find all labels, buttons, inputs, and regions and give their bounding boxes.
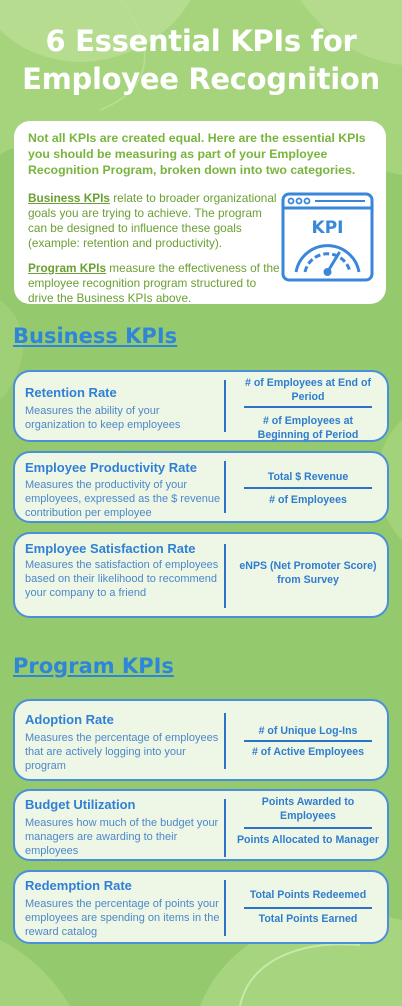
kpi-name: Budget Utilization [25,797,136,812]
title-line-2: Employee Recognition [22,62,380,96]
program-kpis-term: Program KPIs [28,261,107,275]
title-line-1: 6 Essential KPIs for [45,24,357,58]
kpi-name: Employee Productivity Rate [25,460,197,475]
program-kpis-heading: Program KPIs [13,654,174,678]
kpi-description: Measures the percentage of points your employees are spending on items in the reward catalog [25,898,220,938]
page-title [0,22,402,98]
intro-lead-text: Not all KPIs are created equal. Here are the essential KPIs you should be measuring as part of your Employee Recognition Program, broken down into two categories. [28,131,366,177]
kpi-gauge-icon [281,192,374,284]
formula-numerator: # of Employees at End of Period [245,377,371,403]
card-divider [224,880,226,936]
formula-denominator: # of Employees [269,494,347,506]
kpi-card-employee-productivity-rate [13,451,389,523]
formula-denominator: Total Points Earned [258,913,358,925]
kpi-description: Measures the satisfaction of employees based on their likelihood to recommend your company to a friend [25,559,219,599]
formula-denominator: # of Active Employees [251,746,365,758]
kpi-card-retention-rate [13,370,389,442]
card-divider [224,544,226,608]
kpi-description: Measures the productivity of your employees, expressed as the $ revenue contribution per employee [25,479,221,519]
card-divider [224,461,226,513]
formula-numerator: Points Awarded to Employees [261,796,355,822]
fraction-line [244,827,372,829]
kpi-description: Measures the ability of your organization to keep employees [25,405,181,431]
kpi-card-redemption-rate [13,870,389,944]
kpi-name: Retention Rate [25,385,117,400]
kpi-name: Adoption Rate [25,712,114,727]
kpi-card-budget-utilization [13,789,389,861]
formula-text: eNPS (Net Promoter Score) from Survey [239,560,377,586]
fraction-line [244,406,372,408]
formula-numerator: # of Unique Log-Ins [258,725,358,737]
card-divider [224,713,226,769]
program-kpis-definition: measure the effectiveness of the employee recognition program structured to drive the Business KPIs above. [28,261,280,305]
formula-numerator: Total Points Redeemed [249,889,367,901]
intro-program-paragraph [28,261,280,306]
card-divider [224,799,226,857]
intro-business-paragraph [28,191,280,251]
kpi-description: Measures how much of the budget your managers are awarding to their employees [25,817,219,857]
kpi-card-adoption-rate [13,699,389,781]
kpi-card-employee-satisfaction-rate [13,532,389,618]
business-kpis-term: Business KPIs [28,191,110,205]
business-kpis-heading: Business KPIs [13,324,178,348]
kpi-icon-label: KPI [311,218,344,238]
formula-denominator: # of Employees at Beginning of Period [257,415,359,441]
fraction-line [244,907,372,909]
fraction-line [244,487,372,489]
business-kpis-definition: relate to broader organizational goals you are trying to achieve. The program can be designed to influence these goals (example: retention and productivity). [28,191,277,250]
fraction-line [244,740,372,742]
formula-numerator: Total $ Revenue [267,471,349,483]
card-divider [224,380,226,432]
kpi-description: Measures the percentage of employees that are actively logging into your program [25,732,219,772]
kpi-name: Redemption Rate [25,878,132,893]
kpi-name: Employee Satisfaction Rate [25,541,196,556]
formula-denominator: Points Allocated to Manager [236,834,380,846]
